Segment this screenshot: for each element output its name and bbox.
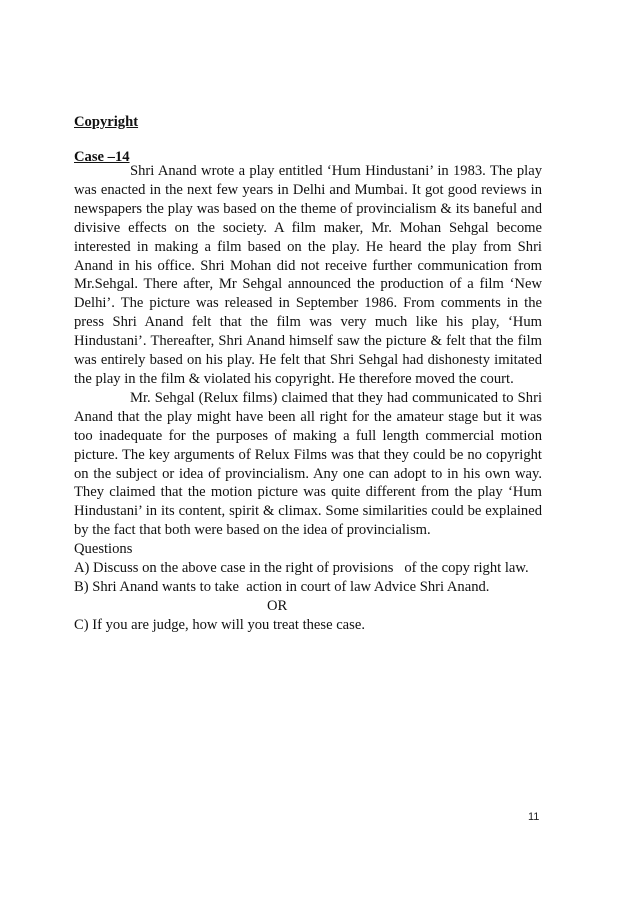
- or-separator: OR: [267, 597, 288, 614]
- paragraph-facts: Shri Anand wrote a play entitled ‘Hum Hindustani’ in 1983. The play was enacted in the next few years in Delhi and Mumbai. It got good reviews in newspapers the play was based on the theme of provincialism & its baneful and divisive effects on the society. A film maker, Mr. Mohan Sehgal become interested in making a film based on the play. He heard the play from Shri Anand in his office. Shri Mohan did not receive further communication from Mr.Sehgal. There after, Mr Sehgal announced the production of a film ‘New Delhi’. The picture was released in September 1986. From comments in the press Shri Anand felt that the film was very much like his play, ‘Hum Hindustani’. Thereafter, Shri Anand himself saw the picture & felt that the film was entirely based on his play. He felt that Shri Sehgal had dishonesty imitated the play in the film & violated his copyright. He therefore moved the court.: [74, 163, 542, 387]
- page-number: 11: [528, 811, 540, 823]
- case-label: Case –14: [74, 149, 130, 165]
- question-a: A) Discuss on the above case in the right of provisions of the copy right law.: [74, 560, 529, 577]
- question-c: C) If you are judge, how will you treat these case.: [74, 616, 365, 633]
- questions-label: Questions: [74, 541, 133, 558]
- case-body: [74, 162, 542, 635]
- section-title: Copyright: [74, 114, 139, 130]
- paragraph-defense: Mr. Sehgal (Relux films) claimed that they had communicated to Shri Anand that the play might have been all right for the amateur stage but it was too inadequate for the purposes of making a full length commercial motion picture. The key arguments of Relux Films was that they could be no copyright on the subject or idea of provincialism. Any one can adopt to in his own way. They claimed that the motion picture was quite different from the play ‘Hum Hindustani’ in its content, spirit & climax. Some similarities could be explained by the fact that both were based on the idea of provincialism.: [74, 389, 542, 539]
- question-b: B) Shri Anand wants to take action in court of law Advice Shri Anand.: [74, 578, 490, 595]
